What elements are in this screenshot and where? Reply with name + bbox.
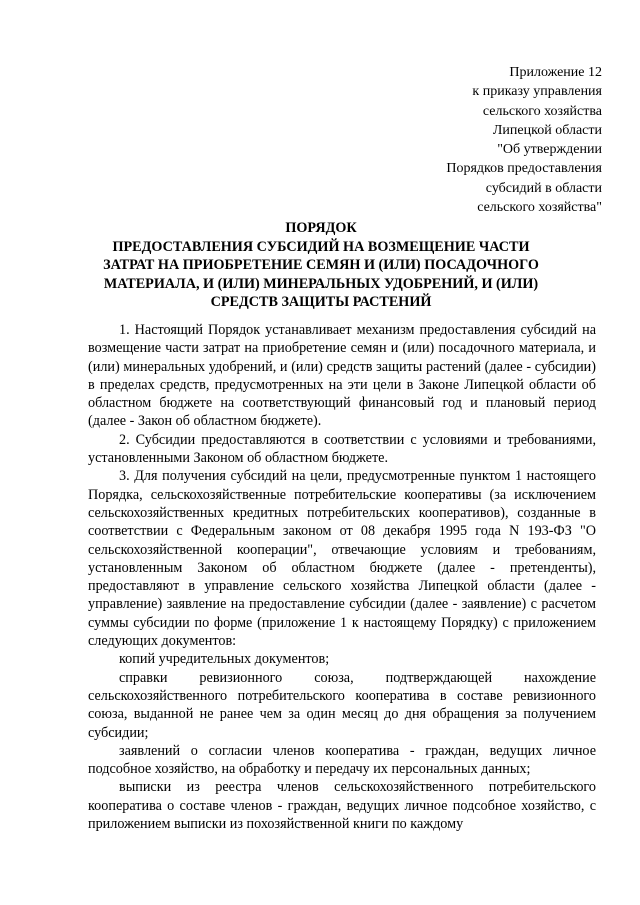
- document-title: [88, 219, 554, 312]
- appendix-line: к приказу управления: [472, 84, 602, 100]
- document-list-item: справки ревизионного союза, подтверждающей нахождение сельскохозяйственного потребительского кооператива в составе ревизионного союза, выданной не ранее чем за один месяц до дня обращения за получением субсидии;: [88, 669, 596, 741]
- document-list-item: копий учредительных документов;: [119, 651, 330, 668]
- appendix-line: субсидий в области: [485, 180, 602, 196]
- appendix-reference: [342, 63, 602, 217]
- title-line: ПОРЯДОК: [285, 220, 357, 236]
- title-line: МАТЕРИАЛА, И (ИЛИ) МИНЕРАЛЬНЫХ УДОБРЕНИЙ, И (ИЛИ): [103, 275, 539, 292]
- paragraph-1: 1. Настоящий Порядок устанавливает механизм предоставления субсидий на возмещение части затрат на приобретение семян и (или) посадочного материала, и (или) минеральных удобрений, и (или) средств защиты растений (далее - субсидии) в пределах средств, предусмотренных на эти цели в Законе Липецкой области об областном бюджете на соответствующий финансовый год и плановый период (далее - Закон об областном бюджете).: [88, 322, 596, 430]
- document-body: [88, 321, 596, 833]
- appendix-line: Приложение 12: [509, 65, 602, 80]
- title-line: ЗАТРАТ НА ПРИОБРЕТЕНИЕ СЕМЯН И (ИЛИ) ПОСАДОЧНОГО: [103, 257, 539, 274]
- appendix-line: сельского хозяйства: [482, 103, 602, 119]
- appendix-line: сельского хозяйства": [477, 200, 602, 216]
- appendix-line: Порядков предоставления: [446, 161, 602, 177]
- document-list-item: заявлений о согласии членов кооператива - граждан, ведущих личное подсобное хозяйство, на обработку и передачу их персональных данных;: [88, 742, 596, 778]
- paragraph-3: 3. Для получения субсидий на цели, предусмотренные пунктом 1 настоящего Порядка, сельскохозяйственные потребительские кооперативы (за исключением сельскохозяйственных кредитных потребительских кооперативов), созданные в соответствии с Федеральным законом от 08 декабря 1995 года N 193-ФЗ "О сельскохозяйственной кооперации", отвечающие условиям и требованиям, установленным Законом об областном бюджете (далее - претенденты), предоставляют в управление сельского хозяйства Липецкой области (далее - управление) заявление на предоставление субсидии (далее - заявление) с расчетом суммы субсидии по форме (приложение 1 к настоящему Порядку) с приложением следующих документов:: [88, 468, 596, 650]
- appendix-line: "Об утверждении: [497, 142, 602, 158]
- document-list-item: выписки из реестра членов сельскохозяйственного потребительского кооператива о составе членов - граждан, ведущих личное подсобное хозяйство, с приложением выписки из похозяйственной книги по каждому: [88, 779, 596, 833]
- paragraph-2: 2. Субсидии предоставляются в соответствии с условиями и требованиями, установленными Законом об областном бюджете.: [88, 431, 596, 467]
- title-line: ПРЕДОСТАВЛЕНИЯ СУБСИДИЙ НА ВОЗМЕЩЕНИЕ ЧАСТИ: [112, 238, 530, 255]
- title-line: СРЕДСТВ ЗАЩИТЫ РАСТЕНИЙ: [210, 294, 432, 311]
- appendix-line: Липецкой области: [492, 122, 602, 138]
